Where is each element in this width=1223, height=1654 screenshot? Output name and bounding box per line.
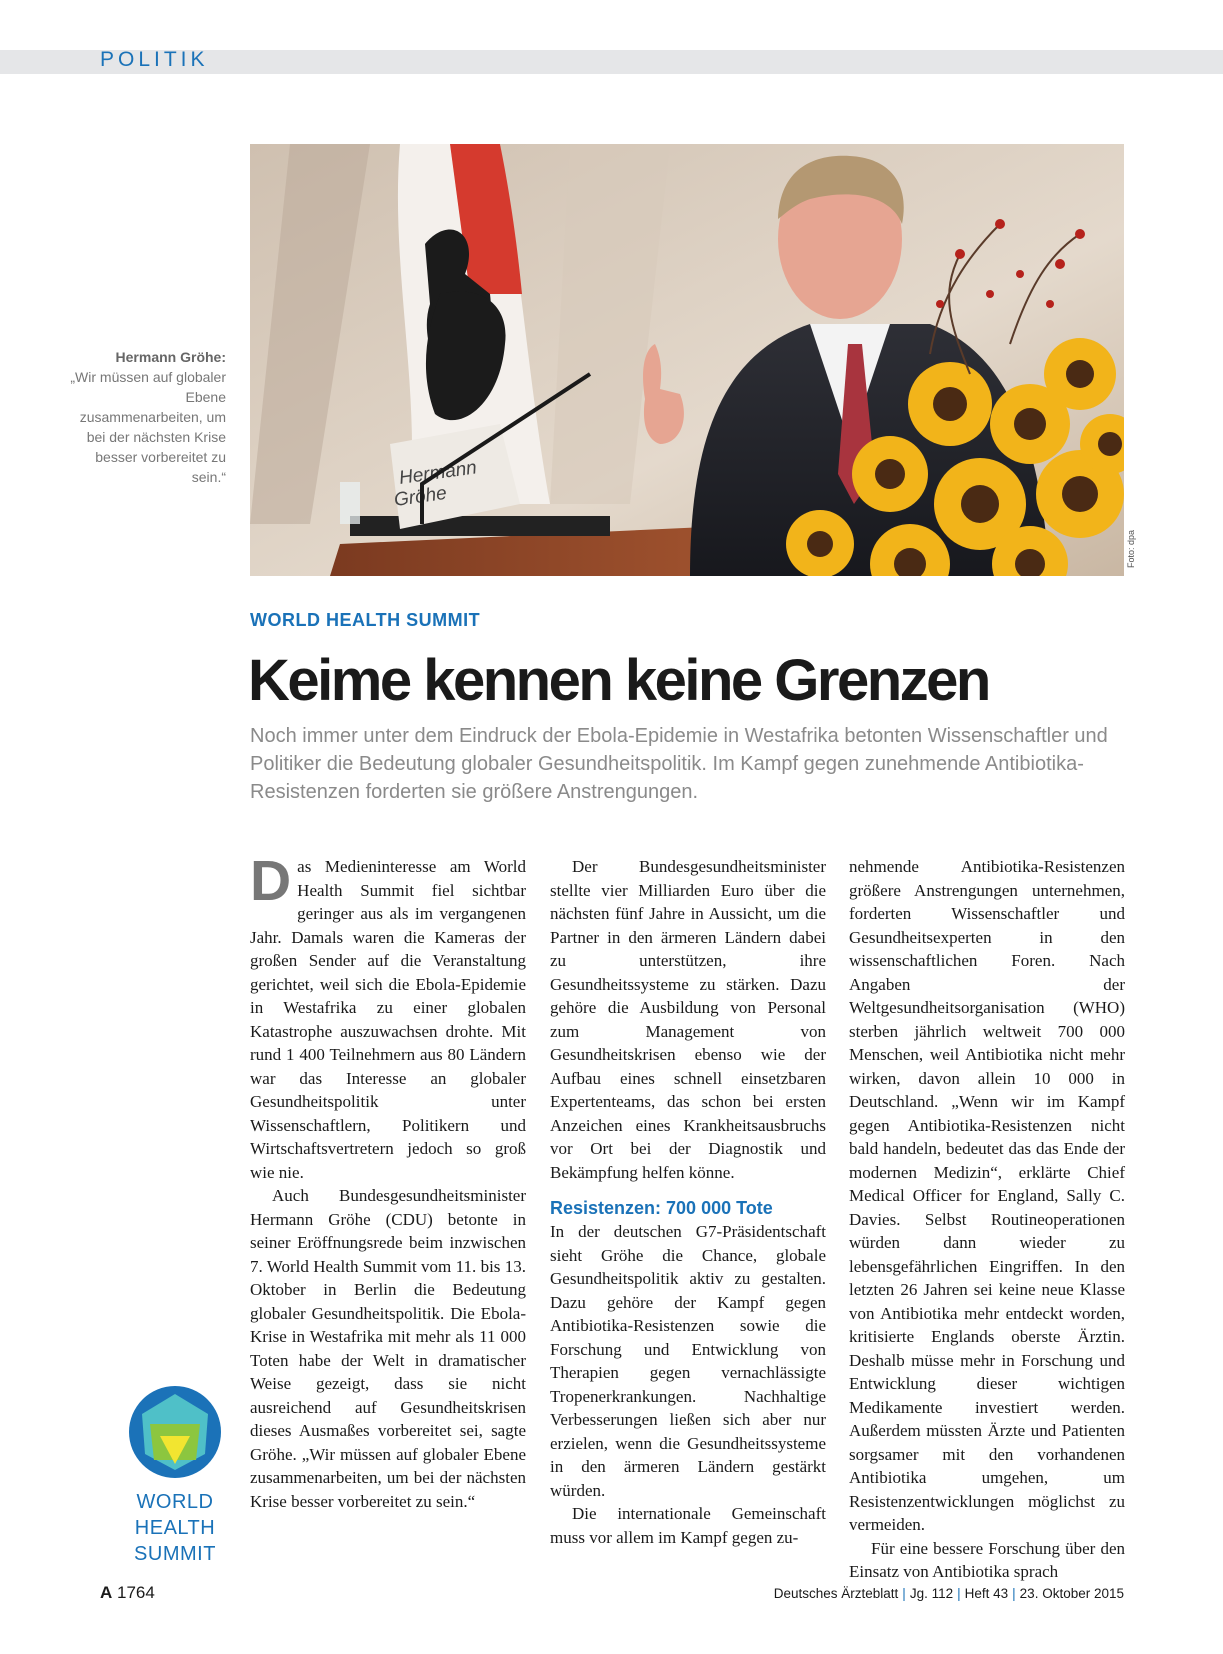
article-subhead: Resistenzen: 700 000 Tote [550,1198,773,1218]
article-kicker: WORLD HEALTH SUMMIT [250,610,481,630]
footer-date: 23. Oktober 2015 [1019,1586,1124,1601]
photo-caption [60,347,226,487]
article-paragraph: Für eine bessere Forschung über den Einsatz von Antibiotika sprach [849,1538,1125,1581]
caption-name: Hermann Gröhe: [115,349,226,365]
page-number: A 1764 [100,1583,155,1602]
article-paragraph: Das Medieninteresse am World Health Summit fiel sichtbar geringer aus als im vergangenen Jahr. Damals waren die Kameras der großen Sender auf die Veranstaltung gerichtet, weil sich die Ebola-Epidemie in Westafrika zu einer globalen Katastrophe auszuwachsen drohte. Mit rund 1 400 Teilnehmern aus 80 Ländern war das Interesse an globaler Gesundheitspolitik unter Wissenschaftlern, Politikern und Wirtschaftsvertretern jedoch so groß wie nie. [250,849,526,1182]
photo-credit: Foto: dpa [1126,529,1136,568]
article-headline: Keime kennen keine Grenzen [248,648,989,713]
footer-issue: Heft 43 [964,1586,1009,1601]
article-paragraph: In der deutschen G7-Präsidentschaft sieht Gröhe die Chance, globale Gesundheitspolitik aktiv zu gestalten. Dazu gehöre der Kampf gegen Antibiotika-Resistenzen sowie die Forschung und Entwicklung von Therapien gegen vernachlässigte Tropenerkrankungen. Nachhaltige Verbesserungen ließen sich aber nur erzielen, wenn die Gesundheitssysteme in den ärmeren Ländern gestärkt würden. [550,1222,826,1500]
logo-text: WORLD HEALTH SUMMIT [134,1491,216,1565]
lectern-sign-line1: Hermann [397,457,479,489]
globe-logo-icon [120,1384,230,1484]
section-label: POLITIK [100,48,209,71]
article-column-3 [849,855,1125,1584]
footer-publication-info: Deutsches Ärzteblatt | Jg. 112 | Heft 43 | 23. Oktober 2015 [773,1586,1124,1601]
article-paragraph: Der Bundesgesundheitsminister stellte vier Milliarden Euro über die nächsten fünf Jahre in Aussicht, um die Partner in den ärmeren Ländern dabei zu unterstützen, ihre Gesundheitssysteme zu stärken. Dazu gehöre die Ausbildung von Personal zum Management von Gesundheitskrisen ebenso wie der Aufbau eines schnell einsetzbaren Expertenteams, das schon bei ersten Anzeichen eines Krankheitsausbruchs vor Ort bei der Diagnostik und Bekämpfung helfen könne. [550,857,826,1182]
article-paragraph: nehmende Antibiotika-Resistenzen größere Anstrengungen unternehmen, forderten Wissenschaftler und Gesundheitsexperten in den wissenschaftlichen Foren. Nach Angaben der Weltgesundheitsorganisation (WHO) sterben jährlich weltweit 700 000 Menschen, weil Antibiotika nicht mehr wirken, davon allein 10 000 in Deutschland. „Wenn wir im Kampf gegen Antibiotika-Resistenzen nicht bald handeln, bedeutet das das Ende der modernen Medizin“, erklärte Chief Medical Officer for England, Sally C. Davies. Selbst Routineoperationen würden dann wieder zu lebensgefährlichen Eingriffen. In den letzten 26 Jahren sei keine neue Klasse von Antibiotika mehr entdeckt worden, kritisierte Englands oberste Ärztin. Deshalb müsse mehr in Forschung und Entwicklung dieser wichtigen Medikamente investiert werden. Außerdem müssten Ärzte und Patienten sorgsamer mit den vorhandenen Antibiotika umgehen, um Resistenzentwicklungen möglichst zu vermeiden. [849,857,1125,1534]
article-paragraph: Auch Bundesgesundheitsminister Hermann Gröhe (CDU) betonte in seiner Eröffnungsrede beim inzwischen 7. World Health Summit vom 11. bis 13. Oktober in Berlin die Bedeutung globaler Gesundheitspolitik. Die Ebola-Krise in Westafrika mit mehr als 11 000 Toten habe der Welt in dramatischer Weise gezeigt, dass sie nicht ausreichend auf Gesundheitskrisen dieses Ausmaßes vorbereitet sei, sagte Gröhe. „Wir müssen auf globaler Ebene zusammenarbeiten, um bei der nächsten Krise besser vorbereitet zu sein.“ [250,1186,526,1511]
article-paragraph: Die internationale Gemeinschaft muss vor allem im Kampf gegen zu- [550,1504,826,1547]
drop-cap: D [250,849,292,913]
lectern-sign-line2: Gröhe [392,482,448,511]
footer-journal: Deutsches Ärzteblatt [773,1586,899,1601]
article-photo [250,144,1124,576]
article-lead: Noch immer unter dem Eindruck der Ebola-Epidemie in Westafrika betonten Wissenschaftler und Politiker die Bedeutung globaler Gesundheitspolitik. Im Kampf gegen zunehmende Antibiotika-Resistenzen forderten sie größere Anstrengungen. [250,725,1108,803]
article-column-1 [250,849,526,1513]
footer-volume: Jg. 112 [909,1586,954,1601]
article-column-2 [550,855,826,1549]
world-health-summit-logo [120,1384,230,1567]
caption-quote: „Wir müssen auf globaler Ebene zusammenarbeiten, um bei der nächsten Krise besser vorbereitet zu sein.“ [70,369,226,485]
